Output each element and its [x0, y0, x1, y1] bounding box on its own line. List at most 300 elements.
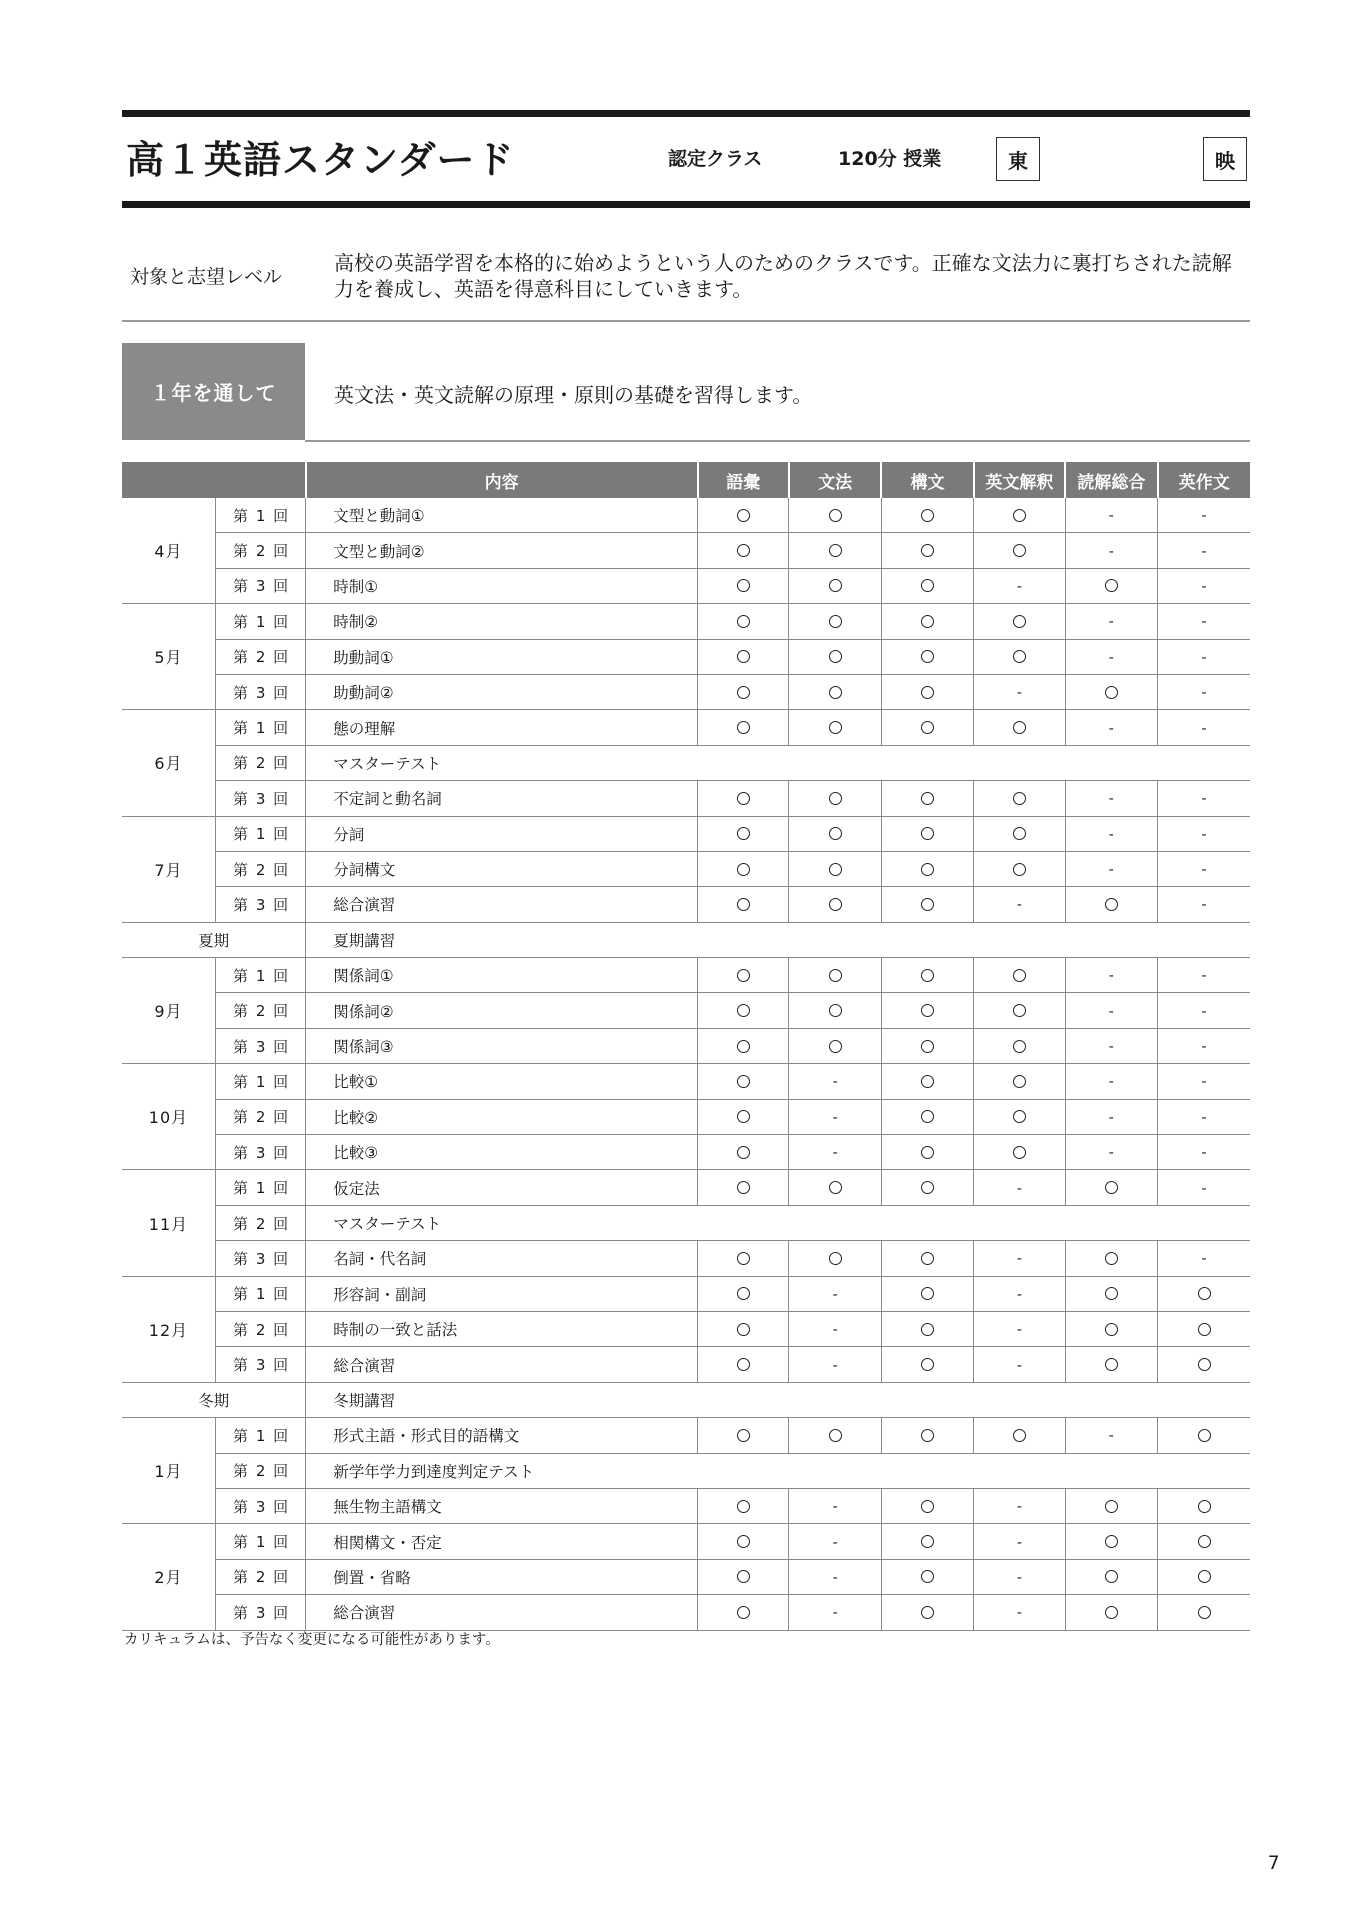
table-row: [122, 1205, 1250, 1240]
header-composition: 英作文: [1158, 462, 1250, 498]
dash-mark: -: [832, 1499, 838, 1516]
dash-mark: -: [832, 1357, 838, 1374]
mark-cell: [789, 674, 881, 709]
circle-mark-icon: [829, 898, 842, 911]
mark-cell: [974, 1347, 1065, 1382]
dash-mark: -: [1108, 649, 1114, 666]
circle-mark-icon: [921, 1535, 934, 1548]
circle-mark-icon: [737, 1110, 750, 1123]
mark-cell: [974, 1559, 1065, 1594]
dash-mark: -: [832, 1605, 838, 1622]
circle-mark-icon: [921, 1110, 934, 1123]
content-cell: 比較③: [306, 1135, 698, 1170]
mark-cell: [1065, 1311, 1157, 1346]
circle-mark-icon: [1105, 579, 1118, 592]
mark-cell: [881, 1276, 973, 1311]
mark-cell: [698, 639, 789, 674]
dash-mark: -: [1201, 791, 1207, 808]
mark-cell: [789, 1276, 881, 1311]
circle-mark-icon: [921, 579, 934, 592]
mark-cell: [698, 604, 789, 639]
mark-cell: [881, 1311, 973, 1346]
circle-mark-icon: [829, 686, 842, 699]
mark-cell: [974, 639, 1065, 674]
mark-cell: [1158, 498, 1250, 533]
dash-mark: -: [832, 1109, 838, 1126]
mark-cell: [974, 816, 1065, 851]
table-row: [122, 498, 1250, 533]
circle-mark-icon: [829, 579, 842, 592]
circle-mark-icon: [921, 1429, 934, 1442]
dash-mark: -: [1201, 826, 1207, 843]
content-cell: 総合演習: [306, 1595, 698, 1630]
mark-cell: [1065, 851, 1157, 886]
dash-mark: -: [1201, 578, 1207, 595]
mark-cell: [1065, 1276, 1157, 1311]
circle-mark-icon: [1013, 650, 1026, 663]
circle-mark-icon: [1198, 1606, 1211, 1619]
mark-cell: [974, 1064, 1065, 1099]
header-interpretation: 英文解釈: [974, 462, 1065, 498]
mark-cell: [789, 1099, 881, 1134]
mark-cell: [789, 993, 881, 1028]
circle-mark-icon: [921, 1500, 934, 1513]
dash-mark: -: [832, 1145, 838, 1162]
dash-mark: -: [1201, 685, 1207, 702]
dash-mark: -: [1201, 1145, 1207, 1162]
session-cell: 第 1 回: [215, 1524, 305, 1559]
month-cell: 11月: [122, 1170, 215, 1276]
mark-cell: [698, 1276, 789, 1311]
mark-cell: [881, 710, 973, 745]
circle-mark-icon: [1198, 1500, 1211, 1513]
circle-mark-icon: [737, 509, 750, 522]
mark-cell: [1065, 816, 1157, 851]
header-grammar: 文法: [789, 462, 881, 498]
mark-cell: [1065, 1418, 1157, 1453]
content-cell: 分詞: [306, 816, 698, 851]
session-cell: 第 2 回: [215, 639, 305, 674]
month-cell: 5月: [122, 604, 215, 710]
table-row: [122, 745, 1250, 780]
mark-cell: [974, 993, 1065, 1028]
content-cell: マスターテスト: [306, 1205, 1250, 1240]
mark-cell: [698, 674, 789, 709]
circle-mark-icon: [921, 509, 934, 522]
mark-cell: [974, 568, 1065, 603]
circle-mark-icon: [829, 863, 842, 876]
mark-cell: [881, 958, 973, 993]
session-cell: 第 2 回: [215, 533, 305, 568]
table-row: [122, 604, 1250, 639]
mark-cell: [789, 1595, 881, 1630]
circle-mark-icon: [1198, 1358, 1211, 1371]
circle-mark-icon: [921, 686, 934, 699]
month-cell: 1月: [122, 1418, 215, 1524]
session-cell: 第 2 回: [215, 1453, 305, 1488]
table-row: [122, 851, 1250, 886]
mark-cell: [1158, 674, 1250, 709]
session-cell: 第 3 回: [215, 1347, 305, 1382]
mark-cell: [1065, 993, 1157, 1028]
mark-cell: [1065, 1028, 1157, 1063]
bottom-rule: [122, 201, 1250, 208]
mark-cell: [698, 1488, 789, 1523]
duration-label: 120分 授業: [838, 148, 942, 170]
content-cell: 名詞・代名詞: [306, 1241, 698, 1276]
dash-mark: -: [832, 1569, 838, 1586]
mark-cell: [789, 781, 881, 816]
content-cell: 総合演習: [306, 887, 698, 922]
table-header-row: [122, 462, 1250, 498]
mark-cell: [789, 710, 881, 745]
circle-mark-icon: [1198, 1570, 1211, 1583]
mark-cell: [974, 533, 1065, 568]
mark-cell: [698, 1559, 789, 1594]
circle-mark-icon: [737, 615, 750, 628]
table-row: [122, 816, 1250, 851]
dash-mark: -: [1016, 1499, 1022, 1516]
target-level-text: 高校の英語学習を本格的に始めようという人のためのクラスです。正確な文法力に裏打ちされた読解力を養成し、英語を得意科目にしていきます。: [334, 251, 1232, 301]
mark-cell: [881, 993, 973, 1028]
table-row: [122, 781, 1250, 816]
mark-cell: [881, 887, 973, 922]
content-cell: 文型と動詞①: [306, 498, 698, 533]
circle-mark-icon: [921, 1570, 934, 1583]
mark-cell: [881, 851, 973, 886]
circle-mark-icon: [737, 1535, 750, 1548]
dash-mark: -: [1201, 614, 1207, 631]
table-row: [122, 1347, 1250, 1382]
content-cell: 相関構文・否定: [306, 1524, 698, 1559]
dash-mark: -: [1108, 508, 1114, 525]
table-row: [122, 1311, 1250, 1346]
mark-cell: [1158, 1311, 1250, 1346]
mark-cell: [789, 1311, 881, 1346]
mark-cell: [789, 568, 881, 603]
mark-cell: [1158, 1276, 1250, 1311]
dash-mark: -: [1201, 1003, 1207, 1020]
mark-cell: [1158, 533, 1250, 568]
content-cell: 時制②: [306, 604, 698, 639]
mark-cell: [698, 1064, 789, 1099]
curriculum-table: [122, 462, 1250, 1631]
circle-mark-icon: [1013, 721, 1026, 734]
circle-mark-icon: [921, 827, 934, 840]
dash-mark: -: [1016, 578, 1022, 595]
circle-mark-icon: [921, 1075, 934, 1088]
table-row: [122, 1241, 1250, 1276]
dash-mark: -: [1108, 1145, 1114, 1162]
mark-cell: [974, 604, 1065, 639]
mark-cell: [698, 958, 789, 993]
circle-mark-icon: [737, 579, 750, 592]
session-cell: 第 3 回: [215, 674, 305, 709]
mark-cell: [789, 1524, 881, 1559]
table-row: [122, 958, 1250, 993]
mark-cell: [789, 887, 881, 922]
circle-mark-icon: [737, 1500, 750, 1513]
circle-mark-icon: [1013, 615, 1026, 628]
circle-mark-icon: [921, 1358, 934, 1371]
mark-cell: [1065, 1241, 1157, 1276]
circle-mark-icon: [829, 721, 842, 734]
circle-mark-icon: [1105, 1570, 1118, 1583]
mark-cell: [881, 1559, 973, 1594]
dash-mark: -: [1016, 1534, 1022, 1551]
year-through-label: １年を通して: [122, 343, 305, 440]
mark-cell: [974, 887, 1065, 922]
badge-east: 東: [996, 137, 1040, 181]
mark-cell: [1065, 1135, 1157, 1170]
mark-cell: [698, 887, 789, 922]
circle-mark-icon: [737, 863, 750, 876]
circle-mark-icon: [737, 650, 750, 663]
circle-mark-icon: [737, 792, 750, 805]
mark-cell: [1158, 1418, 1250, 1453]
session-cell: 第 1 回: [215, 1064, 305, 1099]
dash-mark: -: [1201, 1251, 1207, 1268]
dash-mark: -: [1108, 968, 1114, 985]
content-cell: 形容詞・副詞: [306, 1276, 698, 1311]
mark-cell: [789, 1241, 881, 1276]
mark-cell: [698, 1347, 789, 1382]
circle-mark-icon: [1198, 1323, 1211, 1336]
content-cell: 関係詞①: [306, 958, 698, 993]
mark-cell: [1065, 1524, 1157, 1559]
circle-mark-icon: [829, 1040, 842, 1053]
mark-cell: [1158, 993, 1250, 1028]
circle-mark-icon: [1013, 863, 1026, 876]
circle-mark-icon: [921, 1252, 934, 1265]
session-cell: 第 3 回: [215, 887, 305, 922]
circle-mark-icon: [921, 1004, 934, 1017]
dash-mark: -: [1108, 1039, 1114, 1056]
month-cell: 6月: [122, 710, 215, 816]
mark-cell: [1065, 887, 1157, 922]
circle-mark-icon: [1013, 1004, 1026, 1017]
divider: [305, 440, 1250, 442]
dash-mark: -: [1016, 1180, 1022, 1197]
session-cell: 第 2 回: [215, 1311, 305, 1346]
circle-mark-icon: [1105, 1287, 1118, 1300]
circle-mark-icon: [921, 863, 934, 876]
mark-cell: [789, 498, 881, 533]
circle-mark-icon: [921, 1181, 934, 1194]
table-row: [122, 922, 1250, 957]
mark-cell: [974, 710, 1065, 745]
circle-mark-icon: [737, 686, 750, 699]
mark-cell: [1065, 533, 1157, 568]
dash-mark: -: [832, 1074, 838, 1091]
table-row: [122, 1099, 1250, 1134]
circle-mark-icon: [829, 1181, 842, 1194]
dash-mark: -: [1108, 1003, 1114, 1020]
header-content: 内容: [306, 462, 698, 498]
dash-mark: -: [1108, 543, 1114, 560]
circle-mark-icon: [921, 792, 934, 805]
circle-mark-icon: [737, 1252, 750, 1265]
circle-mark-icon: [921, 1146, 934, 1159]
content-cell: 冬期講習: [306, 1382, 1250, 1417]
mark-cell: [974, 1311, 1065, 1346]
header-reading: 読解総合: [1065, 462, 1157, 498]
mark-cell: [1158, 1347, 1250, 1382]
mark-cell: [789, 958, 881, 993]
mark-cell: [1158, 1170, 1250, 1205]
circle-mark-icon: [921, 650, 934, 663]
circle-mark-icon: [921, 969, 934, 982]
table-row: [122, 1276, 1250, 1311]
dash-mark: -: [1108, 720, 1114, 737]
dash-mark: -: [1016, 1286, 1022, 1303]
dash-mark: -: [1201, 862, 1207, 879]
mark-cell: [1065, 1347, 1157, 1382]
circle-mark-icon: [1105, 1500, 1118, 1513]
mark-cell: [1065, 1064, 1157, 1099]
circle-mark-icon: [737, 1040, 750, 1053]
mark-cell: [974, 1595, 1065, 1630]
content-cell: 関係詞③: [306, 1028, 698, 1063]
session-cell: 第 1 回: [215, 498, 305, 533]
dash-mark: -: [1201, 1074, 1207, 1091]
mark-cell: [1158, 604, 1250, 639]
mark-cell: [881, 639, 973, 674]
dash-mark: -: [1108, 791, 1114, 808]
circle-mark-icon: [921, 898, 934, 911]
circle-mark-icon: [737, 1570, 750, 1583]
dash-mark: -: [1201, 508, 1207, 525]
mark-cell: [1065, 604, 1157, 639]
dash-mark: -: [1201, 1039, 1207, 1056]
mark-cell: [1065, 639, 1157, 674]
table-row: [122, 1488, 1250, 1523]
circle-mark-icon: [1013, 827, 1026, 840]
mark-cell: [1158, 1135, 1250, 1170]
circle-mark-icon: [829, 827, 842, 840]
mark-cell: [1158, 816, 1250, 851]
session-cell: 第 1 回: [215, 816, 305, 851]
circle-mark-icon: [921, 721, 934, 734]
mark-cell: [698, 851, 789, 886]
dash-mark: -: [1108, 1428, 1114, 1445]
mark-cell: [1065, 568, 1157, 603]
mark-cell: [974, 1170, 1065, 1205]
content-cell: 時制の一致と話法: [306, 1311, 698, 1346]
month-cell: 12月: [122, 1276, 215, 1382]
table-row: [122, 1170, 1250, 1205]
mark-cell: [974, 851, 1065, 886]
mark-cell: [1158, 887, 1250, 922]
circle-mark-icon: [829, 1252, 842, 1265]
content-cell: 時制①: [306, 568, 698, 603]
circle-mark-icon: [1013, 792, 1026, 805]
circle-mark-icon: [1105, 1606, 1118, 1619]
mark-cell: [1158, 1028, 1250, 1063]
mark-cell: [698, 1135, 789, 1170]
page-number: 7: [1268, 1852, 1280, 1874]
circle-mark-icon: [1013, 1075, 1026, 1088]
table-row: [122, 993, 1250, 1028]
page-title: 高１英語スタンダード: [126, 138, 515, 182]
mark-cell: [1158, 1099, 1250, 1134]
circle-mark-icon: [1105, 1252, 1118, 1265]
circle-mark-icon: [829, 1429, 842, 1442]
mark-cell: [881, 498, 973, 533]
circle-mark-icon: [737, 1181, 750, 1194]
content-cell: 新学年学力到達度判定テスト: [306, 1453, 1250, 1488]
dash-mark: -: [832, 1534, 838, 1551]
dash-mark: -: [1016, 1569, 1022, 1586]
circle-mark-icon: [1105, 1358, 1118, 1371]
dash-mark: -: [1201, 897, 1207, 914]
mark-cell: [881, 1028, 973, 1063]
mark-cell: [974, 498, 1065, 533]
session-cell: 第 3 回: [215, 781, 305, 816]
mark-cell: [1158, 1524, 1250, 1559]
mark-cell: [1158, 1488, 1250, 1523]
content-cell: 形式主語・形式目的語構文: [306, 1418, 698, 1453]
mark-cell: [698, 1311, 789, 1346]
mark-cell: [789, 851, 881, 886]
mark-cell: [698, 1418, 789, 1453]
dash-mark: -: [1201, 1180, 1207, 1197]
mark-cell: [698, 710, 789, 745]
mark-cell: [789, 1064, 881, 1099]
circle-mark-icon: [737, 1606, 750, 1619]
circle-mark-icon: [1105, 1323, 1118, 1336]
mark-cell: [1158, 781, 1250, 816]
dash-mark: -: [1108, 1109, 1114, 1126]
content-cell: マスターテスト: [306, 745, 1250, 780]
mark-cell: [1158, 710, 1250, 745]
session-cell: 第 3 回: [215, 1595, 305, 1630]
table-row: [122, 1382, 1250, 1417]
mark-cell: [881, 1064, 973, 1099]
dash-mark: -: [1016, 1357, 1022, 1374]
table-row: [122, 568, 1250, 603]
mark-cell: [1065, 1559, 1157, 1594]
mark-cell: [789, 604, 881, 639]
table-row: [122, 1453, 1250, 1488]
dash-mark: -: [1201, 649, 1207, 666]
mark-cell: [1065, 1099, 1157, 1134]
session-cell: 第 1 回: [215, 604, 305, 639]
session-cell: 第 1 回: [215, 1418, 305, 1453]
mark-cell: [698, 1241, 789, 1276]
circle-mark-icon: [921, 1323, 934, 1336]
circle-mark-icon: [737, 721, 750, 734]
dash-mark: -: [1201, 720, 1207, 737]
mark-cell: [881, 533, 973, 568]
mark-cell: [881, 1241, 973, 1276]
mark-cell: [974, 1135, 1065, 1170]
circle-mark-icon: [737, 898, 750, 911]
mark-cell: [881, 781, 973, 816]
session-cell: 第 2 回: [215, 1205, 305, 1240]
mark-cell: [698, 1170, 789, 1205]
mark-cell: [1065, 710, 1157, 745]
content-cell: 不定詞と動名詞: [306, 781, 698, 816]
circle-mark-icon: [921, 1287, 934, 1300]
table-row: [122, 1028, 1250, 1063]
mark-cell: [881, 674, 973, 709]
month-cell: 4月: [122, 498, 215, 604]
mark-cell: [881, 816, 973, 851]
dash-mark: -: [1108, 862, 1114, 879]
dash-mark: -: [1016, 685, 1022, 702]
mark-cell: [1065, 958, 1157, 993]
